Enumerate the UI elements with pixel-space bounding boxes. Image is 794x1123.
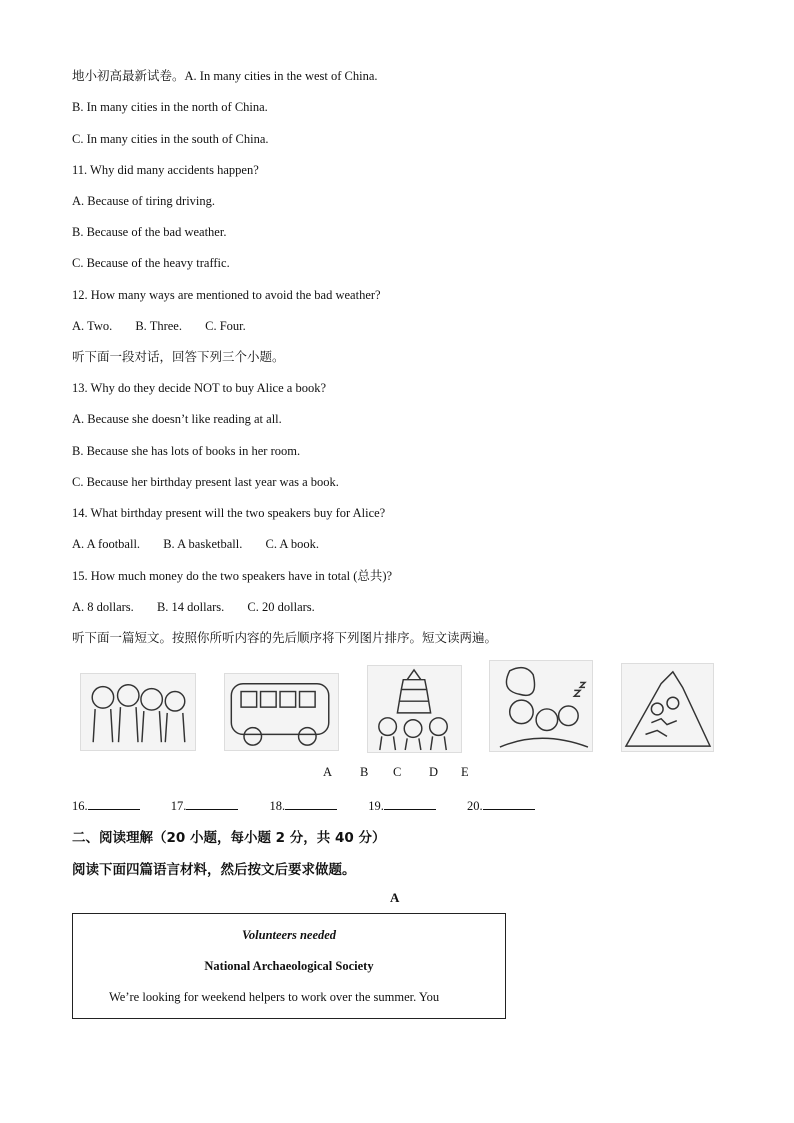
notice-org: National Archaeological Society <box>204 959 374 973</box>
option-10c: C. In many cities in the south of China. <box>72 132 269 146</box>
notice-title: Volunteers needed <box>241 928 337 942</box>
section-instruction: 阅读下面四篇语言材料，然后按文后要求做题。 <box>72 862 356 878</box>
picture-kids-group <box>80 673 196 751</box>
option-13a: A. Because she doesn’t like reading at all. <box>72 412 282 426</box>
instruction-passage: 听下面一篇短文。按照你所听内容的先后顺序将下列图片排序。短文读两遍。 <box>72 631 498 645</box>
picture-kids-resting <box>489 660 593 752</box>
question-15: 15. How much money do the two speakers have in total (总共)? <box>72 569 393 583</box>
letter-a: A <box>323 765 333 779</box>
options-14 <box>72 536 339 552</box>
question-11: 11. Why did many accidents happen? <box>72 163 259 177</box>
option-12c: C. Four. <box>205 319 246 333</box>
option-10b: B. In many cities in the north of China. <box>72 100 268 114</box>
question-12: 12. How many ways are mentioned to avoid the bad weather? <box>72 288 381 302</box>
option-13c: C. Because her birthday present last year was a book. <box>72 475 339 489</box>
letter-d: D <box>429 765 439 779</box>
option-14a: A. A football. <box>72 537 141 551</box>
options-15 <box>72 599 335 615</box>
question-13: 13. Why do they decide NOT to buy Alice a book? <box>72 381 326 395</box>
picture-bus <box>224 673 339 751</box>
notice-box <box>72 913 506 1019</box>
picture-pagoda <box>367 665 462 753</box>
option-13b: B. Because she has lots of books in her room. <box>72 444 301 458</box>
option-12b: B. Three. <box>135 319 182 333</box>
option-11a: A. Because of tiring driving. <box>72 194 216 208</box>
picture-mountain-climb <box>621 663 714 752</box>
passage-label: A <box>390 890 400 905</box>
blank-18[interactable]: 18. <box>270 797 338 814</box>
letter-c: C <box>393 765 402 779</box>
picture-row <box>0 660 794 755</box>
blank-16[interactable]: 16. <box>72 797 140 814</box>
option-15c: C. 20 dollars. <box>247 600 315 614</box>
blank-17[interactable]: 17. <box>171 797 239 814</box>
blank-20[interactable]: 20. <box>467 797 535 814</box>
letter-b: B <box>360 765 369 779</box>
option-11c: C. Because of the heavy traffic. <box>72 256 230 270</box>
letter-e: E <box>461 765 469 779</box>
option-11b: B. Because of the bad weather. <box>72 225 227 239</box>
instruction-dialog: 听下面一段对话，回答下列三个小题。 <box>72 350 285 364</box>
notice-text: We’re looking for weekend helpers to work over the summer. You <box>109 990 440 1004</box>
section-title: 二、阅读理解（20 小题，每小题 2 分，共 40 分） <box>72 830 386 846</box>
option-12a: A. Two. <box>72 319 113 333</box>
option-14c: C. A book. <box>265 537 319 551</box>
option-15b: B. 14 dollars. <box>156 600 225 614</box>
blank-19[interactable]: 19. <box>368 797 436 814</box>
question-14: 14. What birthday present will the two speakers buy for Alice? <box>72 506 386 520</box>
option-14b: B. A basketball. <box>163 537 243 551</box>
options-12 <box>72 318 266 334</box>
answer-blanks <box>72 797 563 814</box>
option-15a: A. 8 dollars. <box>72 600 134 614</box>
option-10a: 地小初高最新试卷。A. In many cities in the west of China. <box>72 69 378 83</box>
